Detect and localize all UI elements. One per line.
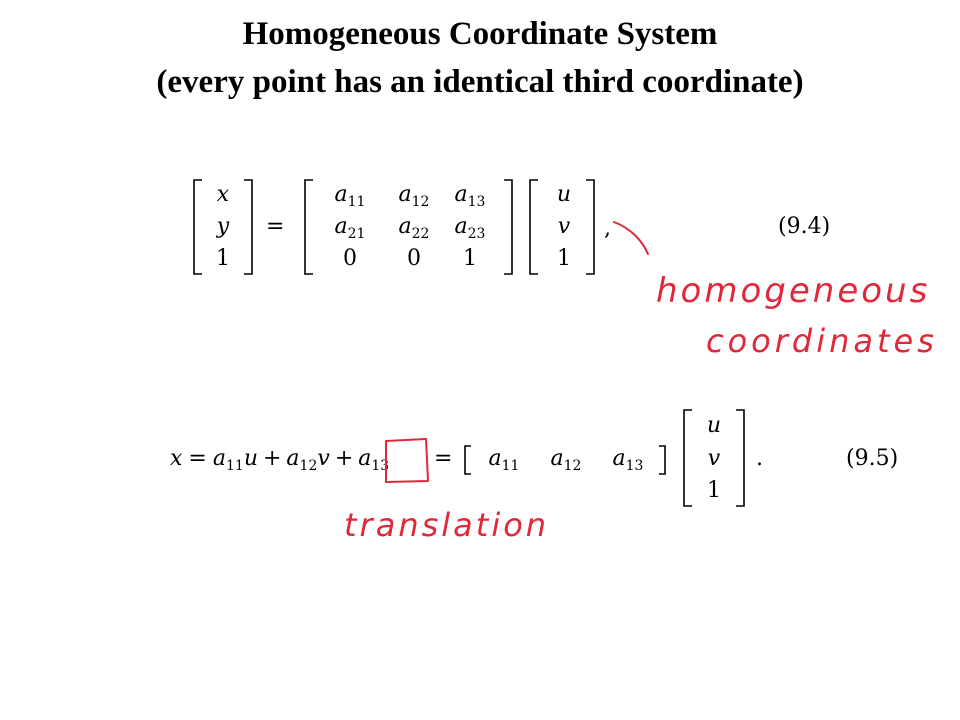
term-sub: 11	[225, 458, 244, 474]
pointer-stroke	[614, 222, 648, 254]
eq95-lhs-x: x	[170, 446, 183, 471]
eq94-comma: ,	[604, 216, 611, 241]
matrix-cell-sub: 21	[347, 226, 366, 242]
eq94-matrix-cell: 0	[407, 246, 421, 271]
annotation-homogeneous: homogeneous	[656, 271, 931, 311]
equation-number-9-5: (9.5)	[846, 446, 899, 471]
row-cell-base: a	[550, 446, 564, 471]
eq94-vec-v: v	[557, 214, 571, 239]
matrix-cell-sub: 11	[347, 194, 366, 210]
plus-sign: +	[262, 446, 282, 471]
row-cell-base: a	[612, 446, 626, 471]
eq94-vec-1: 1	[557, 246, 571, 271]
row-cell-sub: 12	[563, 458, 582, 474]
eq94-lhs-1: 1	[216, 246, 230, 271]
translation-box	[386, 439, 428, 482]
slide-title-line2: (every point has an identical third coordinate)	[156, 64, 804, 100]
eq94-lhs-x: x	[216, 182, 230, 207]
eq95-period: .	[756, 446, 763, 471]
matrix-cell-sub: 12	[411, 194, 430, 210]
equation-number-9-4: (9.4)	[778, 214, 831, 239]
slide-title-line1: Homogeneous Coordinate System	[242, 16, 718, 52]
eq95-equals: =	[188, 446, 207, 471]
matrix-cell-base: a	[454, 214, 468, 239]
row-cell-base: a	[488, 446, 502, 471]
annotation-translation: translation	[344, 506, 550, 544]
matrix-cell-base: a	[334, 182, 348, 207]
eq95-vec-v: v	[707, 446, 721, 471]
plus-sign: +	[334, 446, 354, 471]
row-cell-sub: 11	[501, 458, 520, 474]
eq94-equals: =	[266, 214, 285, 239]
eq94-vec-u: u	[556, 182, 572, 207]
row-cell-sub: 13	[625, 458, 644, 474]
term-var: u	[243, 446, 258, 471]
eq94-matrix-cell: 0	[343, 246, 357, 271]
term-base: a	[286, 446, 300, 471]
matrix-cell-base: a	[334, 214, 348, 239]
eq94-lhs-y: y	[216, 214, 230, 239]
term-var: v	[317, 446, 330, 471]
matrix-cell-base: a	[398, 182, 412, 207]
term-base: a	[358, 446, 372, 471]
matrix-cell-sub: 13	[467, 194, 486, 210]
term-sub: 13	[371, 458, 390, 474]
annotation-coordinates: coordinates	[706, 322, 938, 360]
term-base: a	[212, 446, 226, 471]
matrix-cell-sub: 22	[411, 226, 430, 242]
eq94-matrix-cell: 1	[463, 246, 477, 271]
eq95-equals-2: =	[434, 446, 453, 471]
matrix-cell-base: a	[454, 182, 468, 207]
matrix-cell-base: a	[398, 214, 412, 239]
matrix-cell-sub: 23	[467, 226, 486, 242]
eq95-vec-1: 1	[707, 478, 721, 503]
eq95-vec-u: u	[706, 413, 722, 438]
term-sub: 12	[299, 458, 318, 474]
